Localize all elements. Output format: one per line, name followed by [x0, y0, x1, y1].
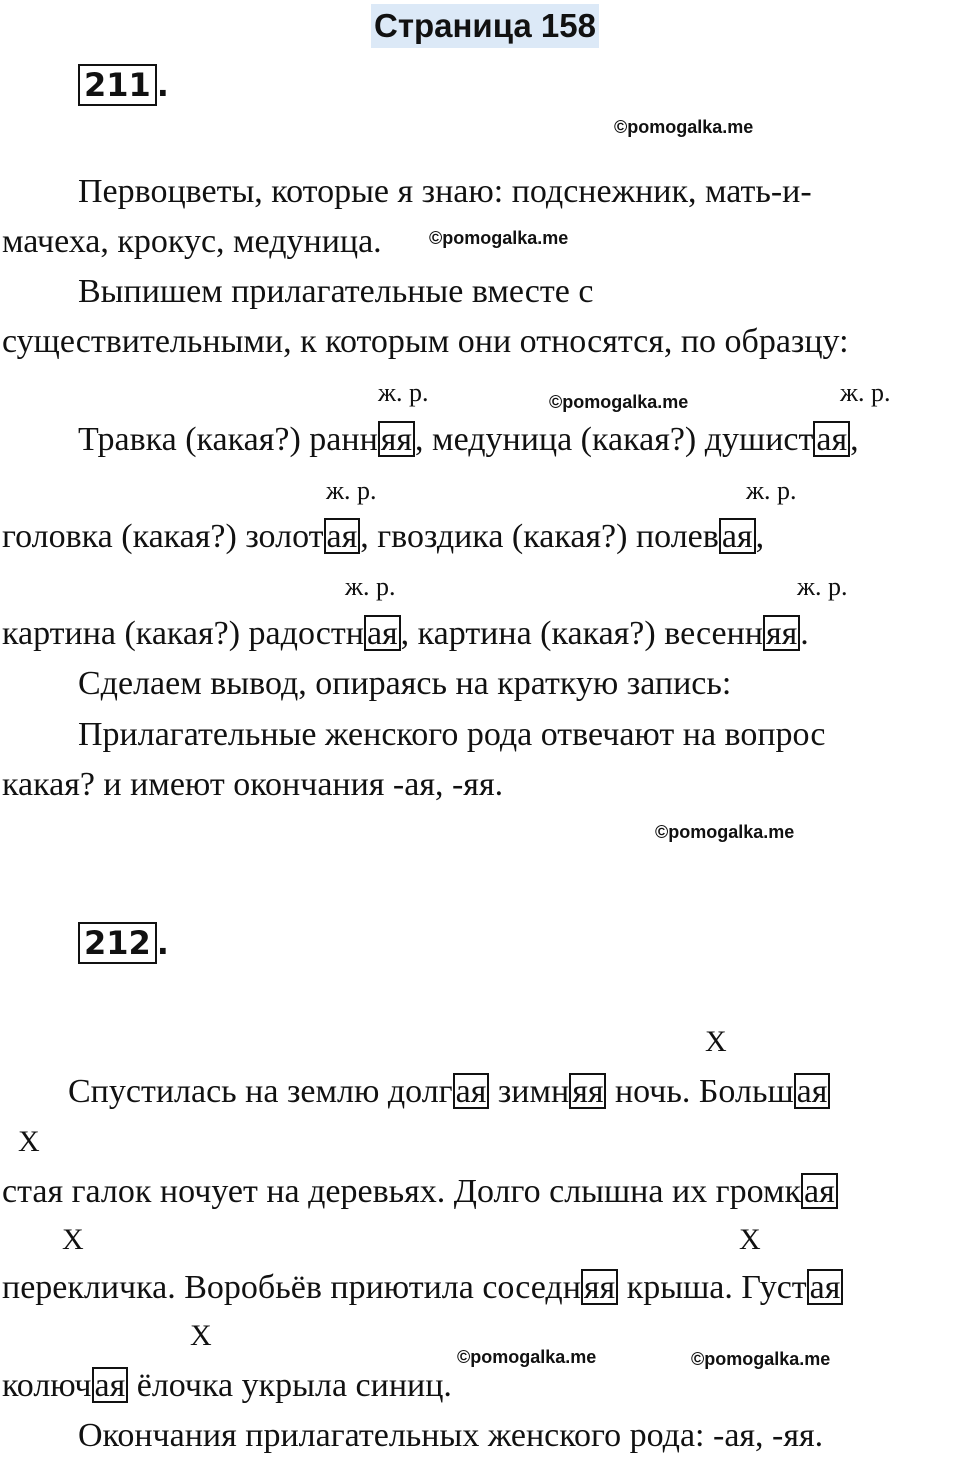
x-mark: X [739, 1223, 761, 1256]
paragraph-line: Первоцветы, которые я знаю: подснежник, мать-и- [78, 173, 812, 210]
example-text: , гвоздика (какая?) полев [360, 518, 719, 555]
example-line [2, 614, 809, 654]
exercise-number-211 [78, 64, 169, 106]
boxed-ending: ая [807, 1269, 844, 1305]
watermark: ©pomogalka.me [614, 117, 754, 137]
paragraph-line: существительными, к которым они относятся, по образцу: [2, 323, 849, 360]
paragraph-line: Выпишем прилагательные вместе с [78, 273, 594, 310]
gender-label: ж. р. [840, 378, 891, 407]
gender-label: ж. р. [797, 572, 848, 601]
boxed-ending: ая [364, 615, 401, 651]
text-segment: перекличка. Воробьёв приютила соседн [2, 1269, 581, 1306]
text-segment: колюч [2, 1367, 92, 1404]
boxed-ending: ая [453, 1073, 490, 1109]
paragraph-line: Прилагательные женского рода отвечают на вопрос [78, 716, 826, 753]
text-line [68, 1072, 830, 1112]
boxed-ending: ая [719, 518, 756, 554]
boxed-ending: яя [581, 1269, 618, 1305]
example-text: . [800, 615, 809, 652]
gender-label: ж. р. [345, 572, 396, 601]
example-line [2, 517, 764, 557]
conclusion-line: Окончания прилагательных женского рода: -ая, -яя. [78, 1417, 824, 1454]
exercise-number-box: 212 [78, 922, 157, 964]
example-line [78, 420, 859, 460]
gender-label: ж. р. [746, 476, 797, 505]
text-segment: Спустилась на землю долг [68, 1073, 453, 1110]
example-text: картина (какая?) радостн [2, 615, 364, 652]
text-line [2, 1172, 838, 1212]
watermark: ©pomogalka.me [457, 1347, 597, 1367]
paragraph-line: Сделаем вывод, опираясь на краткую запись: [78, 665, 732, 702]
boxed-ending: яя [569, 1073, 606, 1109]
example-text: , [755, 518, 765, 555]
example-text: головка (какая?) золот [2, 518, 324, 555]
gender-label: ж. р. [326, 476, 377, 505]
watermark: ©pomogalka.me [549, 392, 689, 412]
example-text: Травка (какая?) ранн [78, 421, 378, 458]
exercise-number-box: 211 [78, 64, 157, 106]
x-mark: X [190, 1319, 212, 1352]
x-mark: X [18, 1125, 40, 1158]
text-segment: стая галок ночует на деревьях. Долго слышна их громк [2, 1173, 801, 1210]
exercise-number-dot: . [156, 66, 169, 104]
page-title: Страница 158 [371, 4, 599, 48]
gender-label: ж. р. [378, 378, 429, 407]
example-text: , картина (какая?) весенн [400, 615, 764, 652]
text-line [2, 1366, 452, 1406]
text-segment: ёлочка укрыла синиц. [128, 1367, 452, 1404]
exercise-number-212 [78, 922, 169, 964]
watermark: ©pomogalka.me [429, 228, 569, 248]
x-mark: X [705, 1025, 727, 1058]
example-text: , [850, 421, 859, 458]
text-segment: крыша. Густ [618, 1269, 807, 1306]
boxed-ending: ая [801, 1173, 838, 1209]
text-segment: зимн [489, 1073, 570, 1110]
text-line [2, 1268, 843, 1308]
boxed-ending: ая [794, 1073, 831, 1109]
boxed-ending: ая [324, 518, 361, 554]
paragraph-line: мачеха, крокус, медуница. [2, 223, 382, 260]
paragraph-line: какая? и имеют окончания -ая, -яя. [2, 766, 504, 803]
text-segment: ночь. Больш [606, 1073, 794, 1110]
watermark: ©pomogalka.me [691, 1349, 831, 1369]
boxed-ending: яя [763, 615, 800, 651]
exercise-number-dot: . [156, 924, 169, 962]
boxed-ending: ая [813, 421, 850, 457]
watermark: ©pomogalka.me [655, 822, 795, 842]
example-text: , медуница (какая?) душист [415, 421, 814, 458]
boxed-ending: яя [378, 421, 415, 457]
x-mark: X [62, 1223, 84, 1256]
boxed-ending: ая [92, 1367, 129, 1403]
